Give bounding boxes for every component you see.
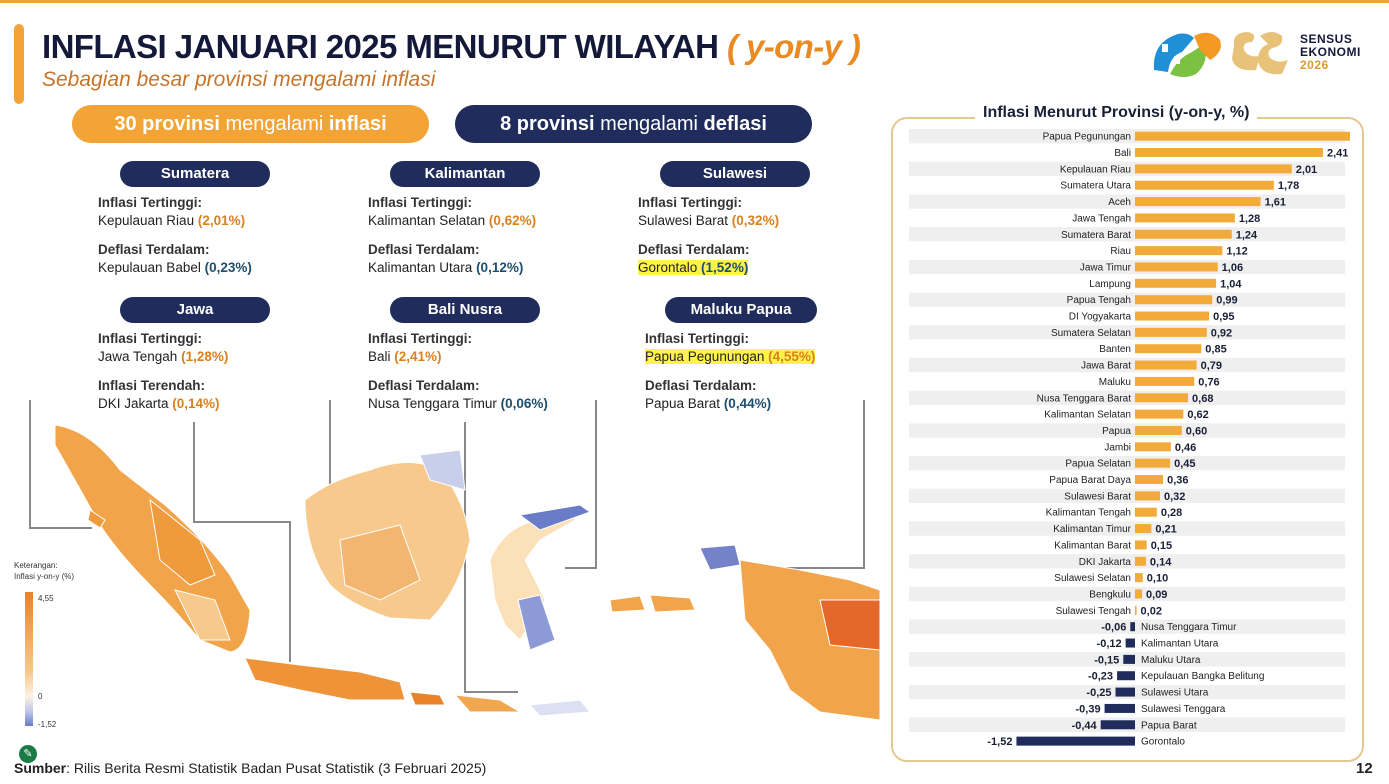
legend-title-a: Keterangan: [14, 561, 58, 570]
value-label: 0,99 [1216, 294, 1238, 307]
category-label: Papua Tengah [1066, 295, 1131, 307]
page-subtitle: Sebagian besar provinsi mengalami inflasi [42, 68, 436, 91]
category-label: Bali [1114, 148, 1131, 160]
bar [1135, 606, 1137, 615]
logo-line-3: 2026 [1300, 58, 1329, 72]
category-label: Papua Selatan [1065, 458, 1131, 470]
category-label: Nusa Tenggara Timur [1141, 622, 1237, 634]
edit-fab-icon[interactable]: ✎ [19, 745, 37, 763]
value-label: 0,02 [1140, 605, 1162, 618]
region-label-1: Inflasi Tertinggi: [98, 331, 202, 346]
value-label: 0,46 [1174, 441, 1197, 454]
bps-logo-icon [1154, 33, 1221, 77]
bar [1135, 589, 1142, 598]
value-label: 0,92 [1210, 327, 1233, 340]
value-label: 0,09 [1146, 588, 1168, 601]
category-label: DKI Jakarta [1078, 556, 1131, 568]
logo-line-2: EKONOMI [1300, 45, 1361, 59]
category-label: Sumatera Utara [1060, 180, 1131, 192]
page-title [42, 28, 860, 66]
deflasi-count: 8 provinsi [500, 112, 595, 135]
value-label: 1,12 [1226, 245, 1248, 258]
bar [1135, 410, 1183, 419]
value-label: 0,95 [1213, 311, 1235, 324]
region-value-1: (0,32%) [731, 213, 780, 228]
region-label-2: Inflasi Terendah: [98, 378, 206, 393]
region-header: Jawa [120, 297, 270, 323]
region-label-2: Deflasi Terdalam: [98, 242, 210, 257]
value-label: -0,06 [1101, 621, 1127, 634]
region-province-2: Kepulauan Babel [98, 260, 205, 275]
region-province-1: Kalimantan Selatan [368, 213, 489, 228]
value-label: 0,28 [1160, 507, 1183, 520]
bar [1117, 671, 1135, 680]
region-value-1: (4,55%) [768, 349, 816, 364]
bar [1135, 393, 1188, 402]
bar [1135, 426, 1182, 435]
source-label: Sumber [14, 760, 67, 776]
value-label: 1,78 [1277, 180, 1300, 193]
region-province-2: DKI Jakarta [98, 396, 173, 411]
title-accent-bar [14, 24, 24, 104]
value-label: 0,62 [1187, 409, 1209, 422]
value-label: -0,25 [1086, 687, 1112, 700]
region-province-1: Kepulauan Riau [98, 213, 198, 228]
legend-title [14, 560, 74, 582]
bar [1135, 132, 1350, 141]
legend-max: 4,55 [38, 594, 54, 603]
category-label: Kalimantan Utara [1141, 638, 1219, 650]
region-value-2: (0,14%) [172, 396, 220, 411]
value-label: 0,68 [1192, 392, 1214, 405]
category-label: Gorontalo [1141, 736, 1185, 748]
category-label: Kalimantan Timur [1053, 524, 1131, 536]
category-label: Kalimantan Tengah [1045, 507, 1131, 519]
value-label: -0,12 [1096, 638, 1122, 651]
source-text: : Rilis Berita Resmi Statistik Badan Pusat Statistik (3 Februari 2025) [66, 760, 487, 776]
map-sulawesi [490, 505, 590, 650]
region-header: Sumatera [120, 161, 270, 187]
deflasi-word: deflasi [703, 112, 767, 135]
category-label: Jawa Timur [1079, 262, 1131, 274]
category-label: Jambi [1104, 442, 1131, 454]
region-value-2: (0,23%) [204, 260, 252, 275]
province-inflation-bar-chart [905, 126, 1350, 750]
value-label: 1,28 [1238, 212, 1261, 225]
category-label: Sulawesi Selatan [1054, 573, 1131, 585]
bar [1101, 720, 1135, 729]
bar [1135, 230, 1232, 239]
value-label: -0,44 [1071, 719, 1097, 732]
bar [1126, 639, 1135, 648]
map-maluku-papua [610, 545, 880, 720]
bar [1135, 148, 1323, 157]
bar [1135, 475, 1163, 484]
title-main: INFLASI JANUARI 2025 MENURUT WILAYAH [42, 28, 719, 65]
region-value-2: (0,06%) [500, 396, 548, 411]
logo-text [1300, 33, 1361, 72]
category-label: Riau [1110, 246, 1131, 258]
bar [1135, 164, 1292, 173]
category-label: Sulawesi Tenggara [1141, 703, 1226, 715]
value-label: 1,06 [1221, 261, 1244, 274]
value-label: 0,45 [1174, 458, 1196, 471]
category-label: Kalimantan Selatan [1044, 409, 1131, 421]
region-value-1: (0,62%) [488, 213, 537, 228]
category-label: Papua Barat Daya [1049, 475, 1131, 487]
value-label: 0,10 [1146, 572, 1169, 585]
bar [1135, 197, 1261, 206]
deflasi-mid: mengalami [594, 112, 704, 135]
category-label: Kepulauan Bangka Belitung [1141, 671, 1265, 683]
category-label: Jawa Tengah [1072, 213, 1131, 225]
value-label: 0,79 [1200, 360, 1223, 373]
value-label: -0,15 [1094, 654, 1120, 667]
bar [1016, 737, 1135, 746]
category-label: Jawa Barat [1080, 360, 1131, 372]
value-label: 0,36 [1167, 474, 1189, 487]
deflasi-summary-pill [455, 105, 812, 143]
category-label: Sulawesi Utara [1141, 687, 1209, 699]
category-label: Nusa Tenggara Barat [1036, 393, 1131, 405]
title-yoy: ( y-on-y ) [726, 28, 861, 65]
region-value-2: (1,52%) [701, 260, 749, 275]
bar [1135, 246, 1222, 255]
bar [1135, 213, 1235, 222]
region-label-2: Deflasi Terdalam: [368, 242, 480, 257]
category-label: Sumatera Barat [1060, 229, 1131, 241]
value-label: 0,32 [1163, 490, 1186, 503]
category-label: Kalimantan Barat [1054, 540, 1131, 552]
bar [1135, 344, 1201, 353]
value-label: 1,61 [1264, 196, 1287, 209]
value-label: 0,85 [1205, 343, 1227, 356]
region-value-2: (0,44%) [723, 396, 772, 411]
bar [1135, 557, 1146, 566]
region-province-2: Kalimantan Utara [368, 260, 477, 275]
category-label: Papua [1102, 425, 1131, 437]
value-label: 0,14 [1149, 556, 1172, 569]
category-label: Papua Barat [1141, 720, 1197, 732]
region-value-1: (1,28%) [181, 349, 229, 364]
top-accent-line [0, 0, 1389, 3]
bar [1135, 328, 1207, 337]
value-label: 0,60 [1185, 425, 1208, 438]
region-province-1: Bali [368, 349, 395, 364]
inflasi-summary-pill [72, 105, 429, 143]
map-java-nusa [245, 658, 590, 716]
bar [1135, 508, 1157, 517]
legend-title-b: Inflasi y-on-y (%) [14, 572, 75, 581]
bar [1123, 655, 1135, 664]
bar [1135, 312, 1209, 321]
bar [1135, 524, 1151, 533]
value-label: 0,76 [1198, 376, 1220, 389]
region-label-1: Inflasi Tertinggi: [368, 331, 472, 346]
region-label-2: Deflasi Terdalam: [638, 242, 750, 257]
category-label: Maluku Utara [1141, 654, 1201, 666]
value-label: 2,01 [1295, 163, 1318, 176]
category-label: Bengkulu [1089, 589, 1131, 601]
region-label-2: Deflasi Terdalam: [368, 378, 480, 393]
region-header: Sulawesi [660, 161, 810, 187]
bar [1116, 688, 1136, 697]
value-label: 1,24 [1235, 229, 1258, 242]
value-label: 1,04 [1220, 278, 1242, 291]
inflasi-mid: mengalami [219, 112, 329, 135]
region-label-2: Deflasi Terdalam: [645, 378, 757, 393]
bar [1135, 377, 1194, 386]
sensus-swirl-icon [1232, 32, 1288, 74]
region-province-1: Papua Pegunungan [645, 349, 769, 364]
region-label-1: Inflasi Tertinggi: [645, 331, 749, 346]
category-label: Banten [1099, 344, 1131, 356]
region-value-1: (2,01%) [197, 213, 246, 228]
region-province-2: Papua Barat [645, 396, 724, 411]
legend-color-bar [25, 592, 33, 726]
bar [1135, 459, 1170, 468]
inflasi-count: 30 provinsi [114, 112, 220, 135]
region-header: Kalimantan [390, 161, 540, 187]
legend-zero: 0 [38, 692, 43, 701]
region-label-1: Inflasi Tertinggi: [368, 195, 472, 210]
bar [1135, 491, 1160, 500]
map-sumatera [55, 425, 250, 652]
region-header: Maluku Papua [665, 297, 817, 323]
region-label-1: Inflasi Tertinggi: [98, 195, 202, 210]
category-label: Kepulauan Riau [1059, 164, 1131, 176]
value-label: 0,15 [1150, 539, 1173, 552]
value-label: -0,23 [1087, 670, 1114, 683]
category-label: Papua Pegunungan [1042, 131, 1131, 143]
bar [1130, 622, 1135, 631]
region-label-1: Inflasi Tertinggi: [638, 195, 742, 210]
category-label: Aceh [1108, 197, 1131, 209]
legend-min: -1,52 [38, 720, 57, 729]
bar [1135, 573, 1143, 582]
region-province-1: Sulawesi Barat [638, 213, 732, 228]
region-province-2: Gorontalo [638, 260, 702, 275]
category-label: DI Yogyakarta [1068, 311, 1131, 323]
bar [1135, 262, 1218, 271]
bar [1135, 361, 1197, 370]
logo-line-1: SENSUS [1300, 32, 1353, 46]
value-label: -1,52 [987, 736, 1013, 749]
region-province-2: Nusa Tenggara Timur [368, 396, 501, 411]
value-label: 2,41 [1326, 147, 1349, 160]
value-label: 0,21 [1155, 523, 1177, 536]
region-province-1: Jawa Tengah [98, 349, 182, 364]
row-band [909, 620, 1345, 634]
region-header: Bali Nusra [390, 297, 540, 323]
region-value-1: (2,41%) [394, 349, 442, 364]
bar [1135, 442, 1171, 451]
bar [1135, 279, 1216, 288]
category-label: Sulawesi Tengah [1055, 605, 1131, 617]
page-number: 12 [1356, 760, 1373, 777]
source-footer [14, 760, 486, 776]
bar [1105, 704, 1135, 713]
indonesia-map [0, 400, 880, 740]
category-label: Sulawesi Barat [1064, 491, 1131, 503]
category-label: Maluku [1098, 376, 1131, 388]
inflasi-word: inflasi [328, 112, 387, 135]
region-value-2: (0,12%) [476, 260, 524, 275]
category-label: Sumatera Selatan [1050, 327, 1131, 339]
chart-title: Inflasi Menurut Provinsi (y-on-y, %) [975, 104, 1257, 122]
bar [1135, 540, 1147, 549]
bar [1135, 181, 1274, 190]
value-label: -0,39 [1075, 703, 1101, 716]
category-label: Lampung [1089, 278, 1131, 290]
bar [1135, 295, 1212, 304]
